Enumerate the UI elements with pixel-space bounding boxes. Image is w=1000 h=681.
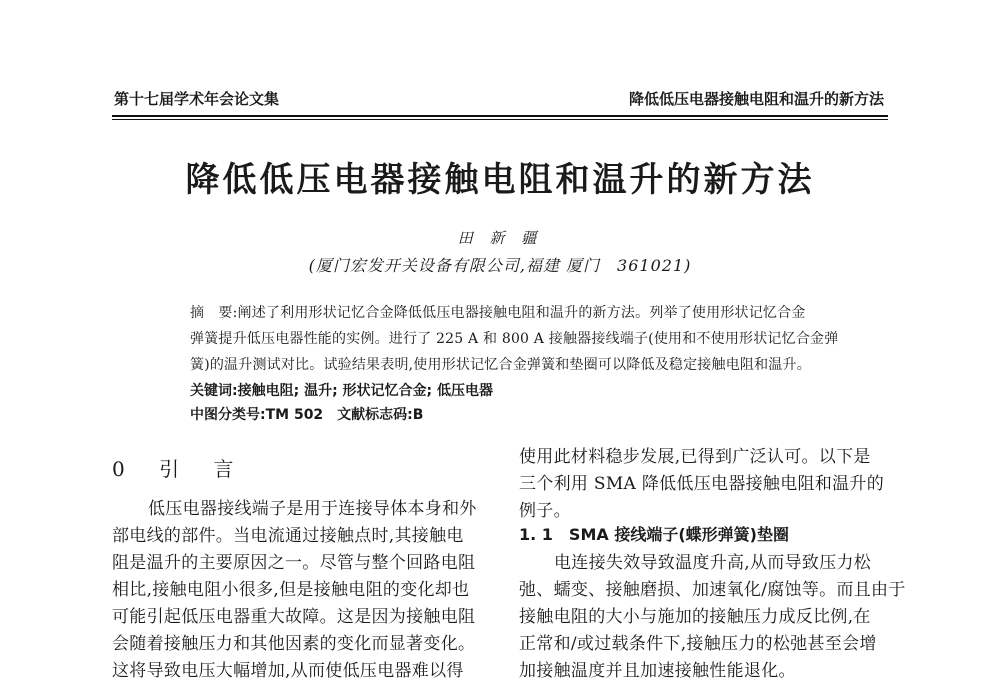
intro-line-1: 低压电器接线端子是用于连接导体本身和外 xyxy=(148,499,477,519)
intro-line-4: 相比,接触电阻小很多,但是接触电阻的变化却也 xyxy=(112,580,470,600)
author-affiliation: (厦门宏发开关设备有限公司,福建 厦门 361021) xyxy=(308,256,692,275)
author-name: 田 新 疆 xyxy=(457,229,543,247)
paper-title: 降低低压电器接触电阻和温升的新方法 xyxy=(185,160,815,200)
header-rule-thin xyxy=(112,119,888,120)
right-intro-line-1: 使用此材料稳步发展,已得到广泛认可。以下是 xyxy=(519,447,871,467)
classification-code: 中图分类号:TM 502 文献标志码:B xyxy=(190,407,424,423)
intro-line-5: 可能引起低压电器重大故障。这是因为接触电阻 xyxy=(112,607,476,627)
intro-line-6: 会随着接触压力和其他因素的变化而显著变化。 xyxy=(112,634,476,654)
right-intro-line-2: 三个利用 SMA 降低低压电器接触电阻和温升的 xyxy=(519,474,885,494)
right-line-5: 加接触温度并且加速接触性能退化。 xyxy=(519,661,796,681)
section-heading-introduction: 0 引 言 xyxy=(112,457,248,481)
right-intro-line-3: 例子。 xyxy=(519,501,571,521)
right-line-4: 正常和/或过载条件下,接触压力的松弛甚至会增 xyxy=(519,634,877,654)
abstract-line-3: 簧)的温升测试对比。试验结果表明,使用形状记忆合金弹簧和垫圈可以降低及稳定接触电阻和温升。 xyxy=(190,357,811,373)
right-line-2: 弛、蠕变、接触磨损、加速氧化/腐蚀等。而且由于 xyxy=(519,580,906,600)
right-line-1: 电连接失效导致温度升高,从而导致压力松 xyxy=(554,553,872,573)
running-header-left: 第十七届学术年会论文集 xyxy=(114,90,280,108)
keywords: 关键词:接触电阻; 温升; 形状记忆合金; 低压电器 xyxy=(190,383,494,399)
right-line-3: 接触电阻的大小与施加的接触压力成反比例,在 xyxy=(519,607,871,627)
intro-line-2: 部电线的部件。当电流通过接触点时,其接触电 xyxy=(112,526,464,546)
header-rule-thick xyxy=(112,115,888,117)
abstract-line-2: 弹簧提升低压电器性能的实例。进行了 225 A 和 800 A 接触器接线端子(使用和不使用形状记忆合金弹 xyxy=(190,331,839,347)
running-header-right: 降低低压电器接触电阻和温升的新方法 xyxy=(628,90,884,108)
subsection-heading-1-1: 1. 1 SMA 接线端子(蝶形弹簧)垫圈 xyxy=(519,525,789,544)
intro-line-7: 这将导致电压大幅增加,从而使低压电器难以得 xyxy=(112,661,464,681)
intro-line-3: 阻是温升的主要原因之一。尽管与整个回路电阻 xyxy=(112,553,476,573)
abstract-line-1: 摘 要:阐述了利用形状记忆合金降低低压电器接触电阻和温升的新方法。列举了使用形状记忆合金 xyxy=(190,305,806,321)
